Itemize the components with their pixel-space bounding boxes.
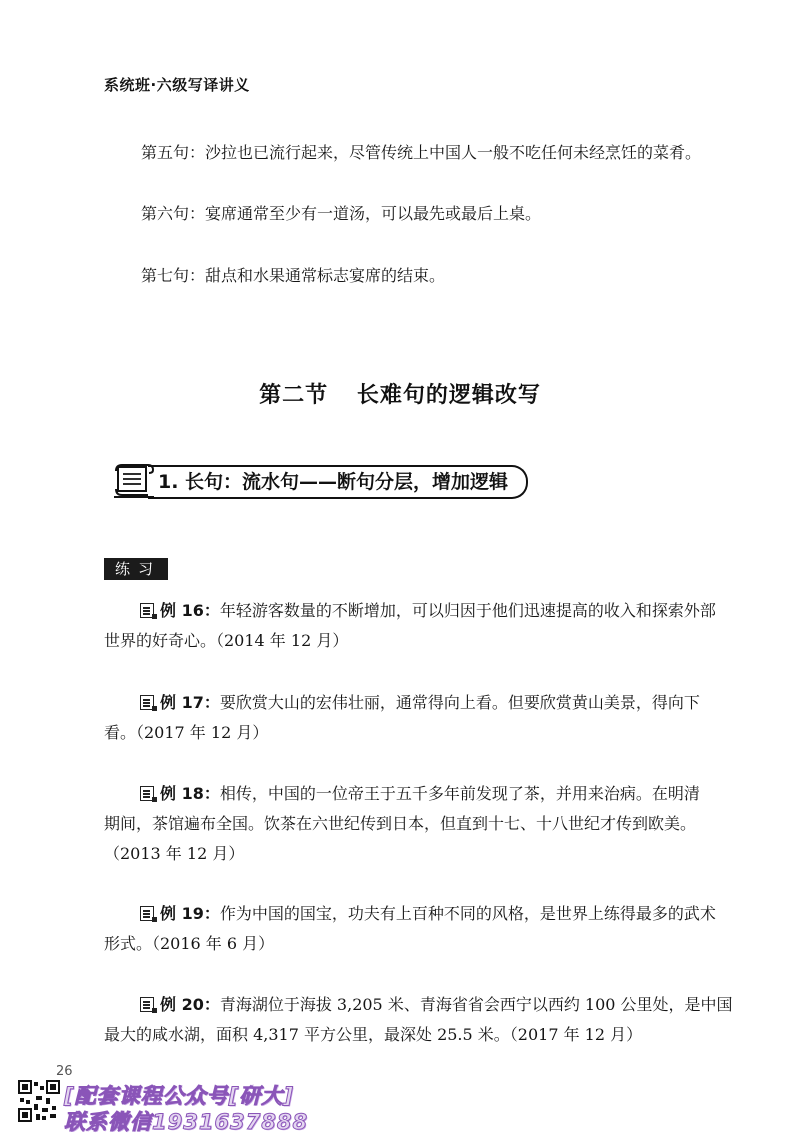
example-text: 世界的好奇心。（2014 年 12 月） (104, 631, 349, 650)
example-label: 例 16： (160, 601, 220, 620)
section-title: 第二节 长难句的逻辑改写 (259, 383, 541, 408)
example-20 (104, 990, 733, 1050)
example-first-line (104, 899, 716, 929)
example-text: 要欣赏大山的宏伟壮丽，通常得向上看。但要欣赏黄山美景，得向下 (219, 693, 700, 712)
example-text: 年轻游客数量的不断增加，可以归因于他们迅速提高的收入和探索外部 (219, 601, 716, 620)
sentence-5: 第五句：沙拉也已流行起来，尽管传统上中国人一般不吃任何未经烹饪的菜肴。 (141, 143, 702, 162)
example-text: 青海湖位于海拔 3,205 米、青海省省会西宁以西约 100 公里处，是中国 (219, 995, 733, 1014)
note-icon (140, 603, 154, 618)
example-text: 相传，中国的一位帝王于五千多年前发现了茶，并用来治病。在明清 (219, 784, 700, 803)
qr-code-icon (18, 1080, 60, 1122)
example-text: （2013 年 12 月） (104, 844, 245, 863)
sentence-6: 第六句：宴席通常至少有一道汤，可以最先或最后上桌。 (141, 204, 542, 223)
example-first-line (104, 688, 704, 718)
subsection-title: 1. 长句：流水句——断句分层，增加逻辑 (148, 465, 528, 499)
watermark-line-1: [配套课程公众号[研大] (64, 1084, 294, 1108)
running-header: 系统班·六级写译讲义 (104, 76, 250, 94)
note-icon (140, 997, 154, 1012)
example-label: 例 19： (160, 904, 220, 923)
watermark-line-2: 联系微信1931637888 (64, 1110, 309, 1134)
page-number: 26 (56, 1064, 73, 1079)
note-icon (140, 906, 154, 921)
example-label: 例 17： (160, 693, 220, 712)
example-text: 作为中国的国宝，功夫有上百种不同的风格，是世界上练得最多的武术 (219, 904, 716, 923)
example-first-line (104, 990, 733, 1020)
example-label: 例 18： (160, 784, 220, 803)
example-text: 看。（2017 年 12 月） (104, 723, 269, 742)
example-17 (104, 688, 704, 748)
sentence-7: 第七句：甜点和水果通常标志宴席的结束。 (141, 266, 446, 285)
example-19 (104, 899, 716, 959)
example-first-line (104, 596, 716, 626)
example-18 (104, 779, 704, 869)
note-icon (140, 786, 154, 801)
note-icon (140, 695, 154, 710)
exercise-badge: 练习 (104, 558, 168, 580)
subsection-heading (114, 462, 584, 498)
example-text: 最大的咸水湖，面积 4,317 平方公里，最深处 25.5 米。（2017 年 12 月） (104, 1025, 643, 1044)
example-first-line (104, 779, 704, 809)
example-text: 形式。（2016 年 6 月） (104, 934, 275, 953)
example-label: 例 20： (160, 995, 220, 1014)
example-text: 期间，茶馆遍布全国。饮茶在六世纪传到日本，但直到十七、十八世纪才传到欧美。 (104, 814, 697, 833)
example-16 (104, 596, 716, 656)
